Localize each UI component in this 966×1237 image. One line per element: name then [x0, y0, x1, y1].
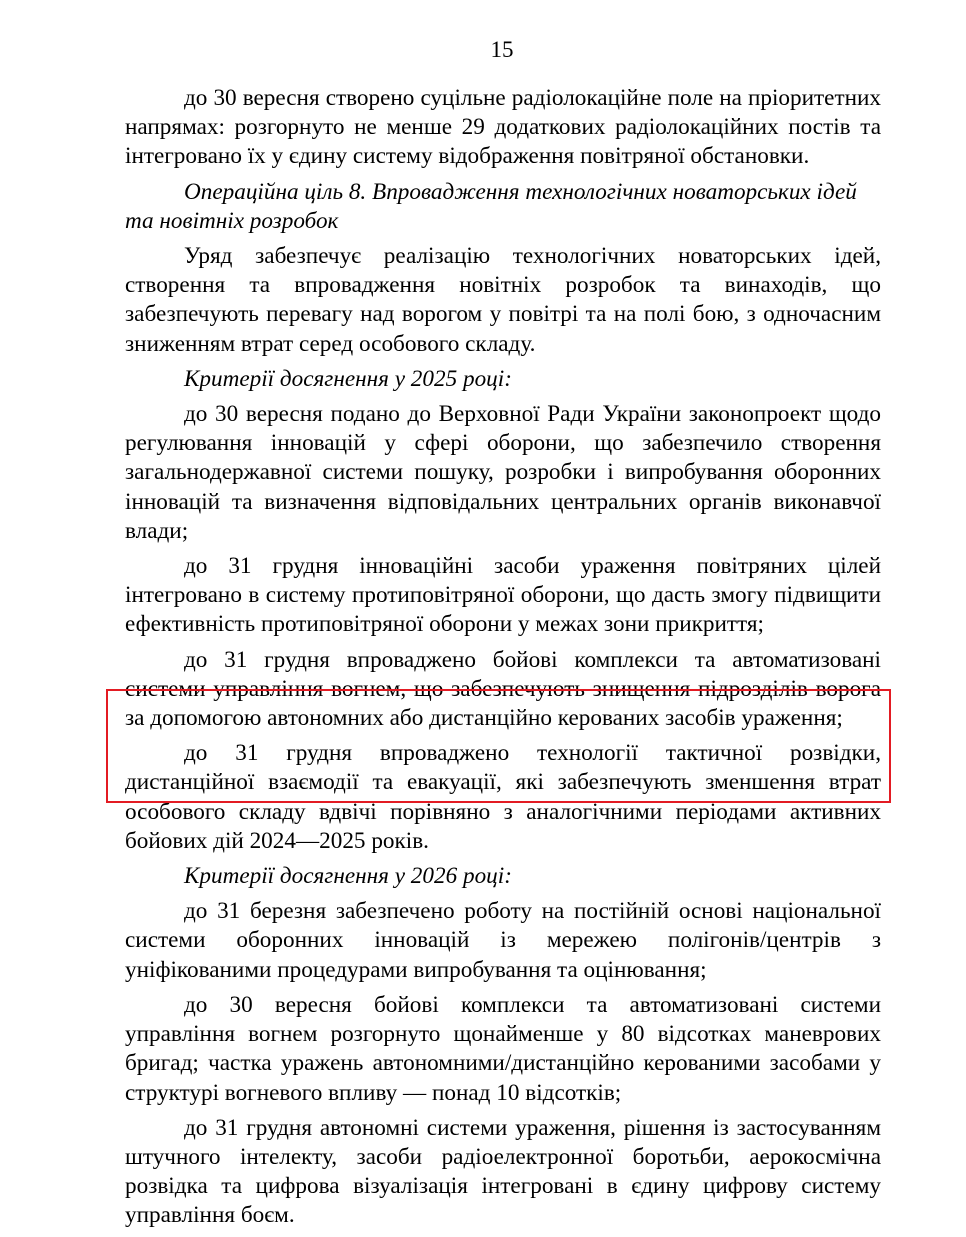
heading-criteria-2026: Критерії досягнення у 2026 році:	[184, 863, 512, 890]
highlight-box	[106, 689, 891, 803]
paragraph-combat-systems-deployed: до 30 вересня бойові комплекси та автоматизовані системи управління вогнем розгорнуто щонайменше у 80 відсотках маневрових бригад; частка уражень автономними/дистанційно керованими засобами у структурі вогневого впливу — понад 10 відсотків;	[125, 991, 881, 1106]
heading-operational-goal-8: Операційна ціль 8. Впровадження технологічних новаторських ідей та новітніх розробок	[125, 178, 857, 234]
document-body	[125, 84, 881, 1237]
paragraph-government-provides: Уряд забезпечує реалізацію технологічних новаторських ідей, створення та впровадження новітніх розробок та винаходів, що забезпечують перевагу над ворогом у повітрі та на полі бою, з одночасним зниженням втрат серед особового складу.	[125, 243, 881, 357]
page-number: 15	[490, 37, 514, 62]
paragraph-air-defense-integration: до 31 грудня інноваційні засоби ураження повітряних цілей інтегровано в систему протиповітряної оборони, що дасть змогу підвищити ефективність протиповітряної оборони у межах зони прикриття;	[125, 553, 881, 638]
paragraph-innovation-system: до 31 березня забезпечено роботу на постійній основі національної системи оборонних інновацій із мережею полігонів/центрів з уніфікованими процедурами випробування та оцінювання;	[125, 898, 881, 983]
paragraph-fire-control-systems: до 31 грудня впроваджено бойові комплекси та автоматизовані системи управління вогнем, що забезпечують знищення підрозділів ворога за допомогою автономних або дистанційно керованих засобів ураження;	[125, 646, 881, 732]
paragraph-tactical-reconnaissance: до 31 грудня впроваджено технології тактичної розвідки, дистанційної взаємодії та евакуації, які забезпечують зменшення втрат особового складу вдвічі порівняно з аналогічними періодами активних бойових дій 2024—2025 років.	[125, 740, 881, 854]
heading-criteria-2025: Критерії досягнення у 2025 році:	[184, 365, 512, 392]
paragraph-radar-field: до 30 вересня створено суцільне радіолокаційне поле на пріоритетних напрямах: розгорнуто не менше 29 додаткових радіолокаційних постів та інтегровано їх у єдину систему відображення повітряної обстановки.	[125, 85, 881, 170]
paragraph-draft-law: до 30 вересня подано до Верховної Ради України законопроект щодо регулювання інновацій у сфері оборони, що забезпечило створення загальнодержавної системи пошуку, розробки і випробування оборонних інновацій та визначення відповідальних центральних органів виконавчої влади;	[125, 401, 881, 544]
paragraph-digital-battle-management: до 31 грудня автономні системи ураження, рішення із застосуванням штучного інтелекту, засоби радіоелектронної боротьби, аерокосмічна розвідка та цифрова візуалізація інтегровані в єдину цифрову систему управління боєм.	[125, 1114, 881, 1229]
